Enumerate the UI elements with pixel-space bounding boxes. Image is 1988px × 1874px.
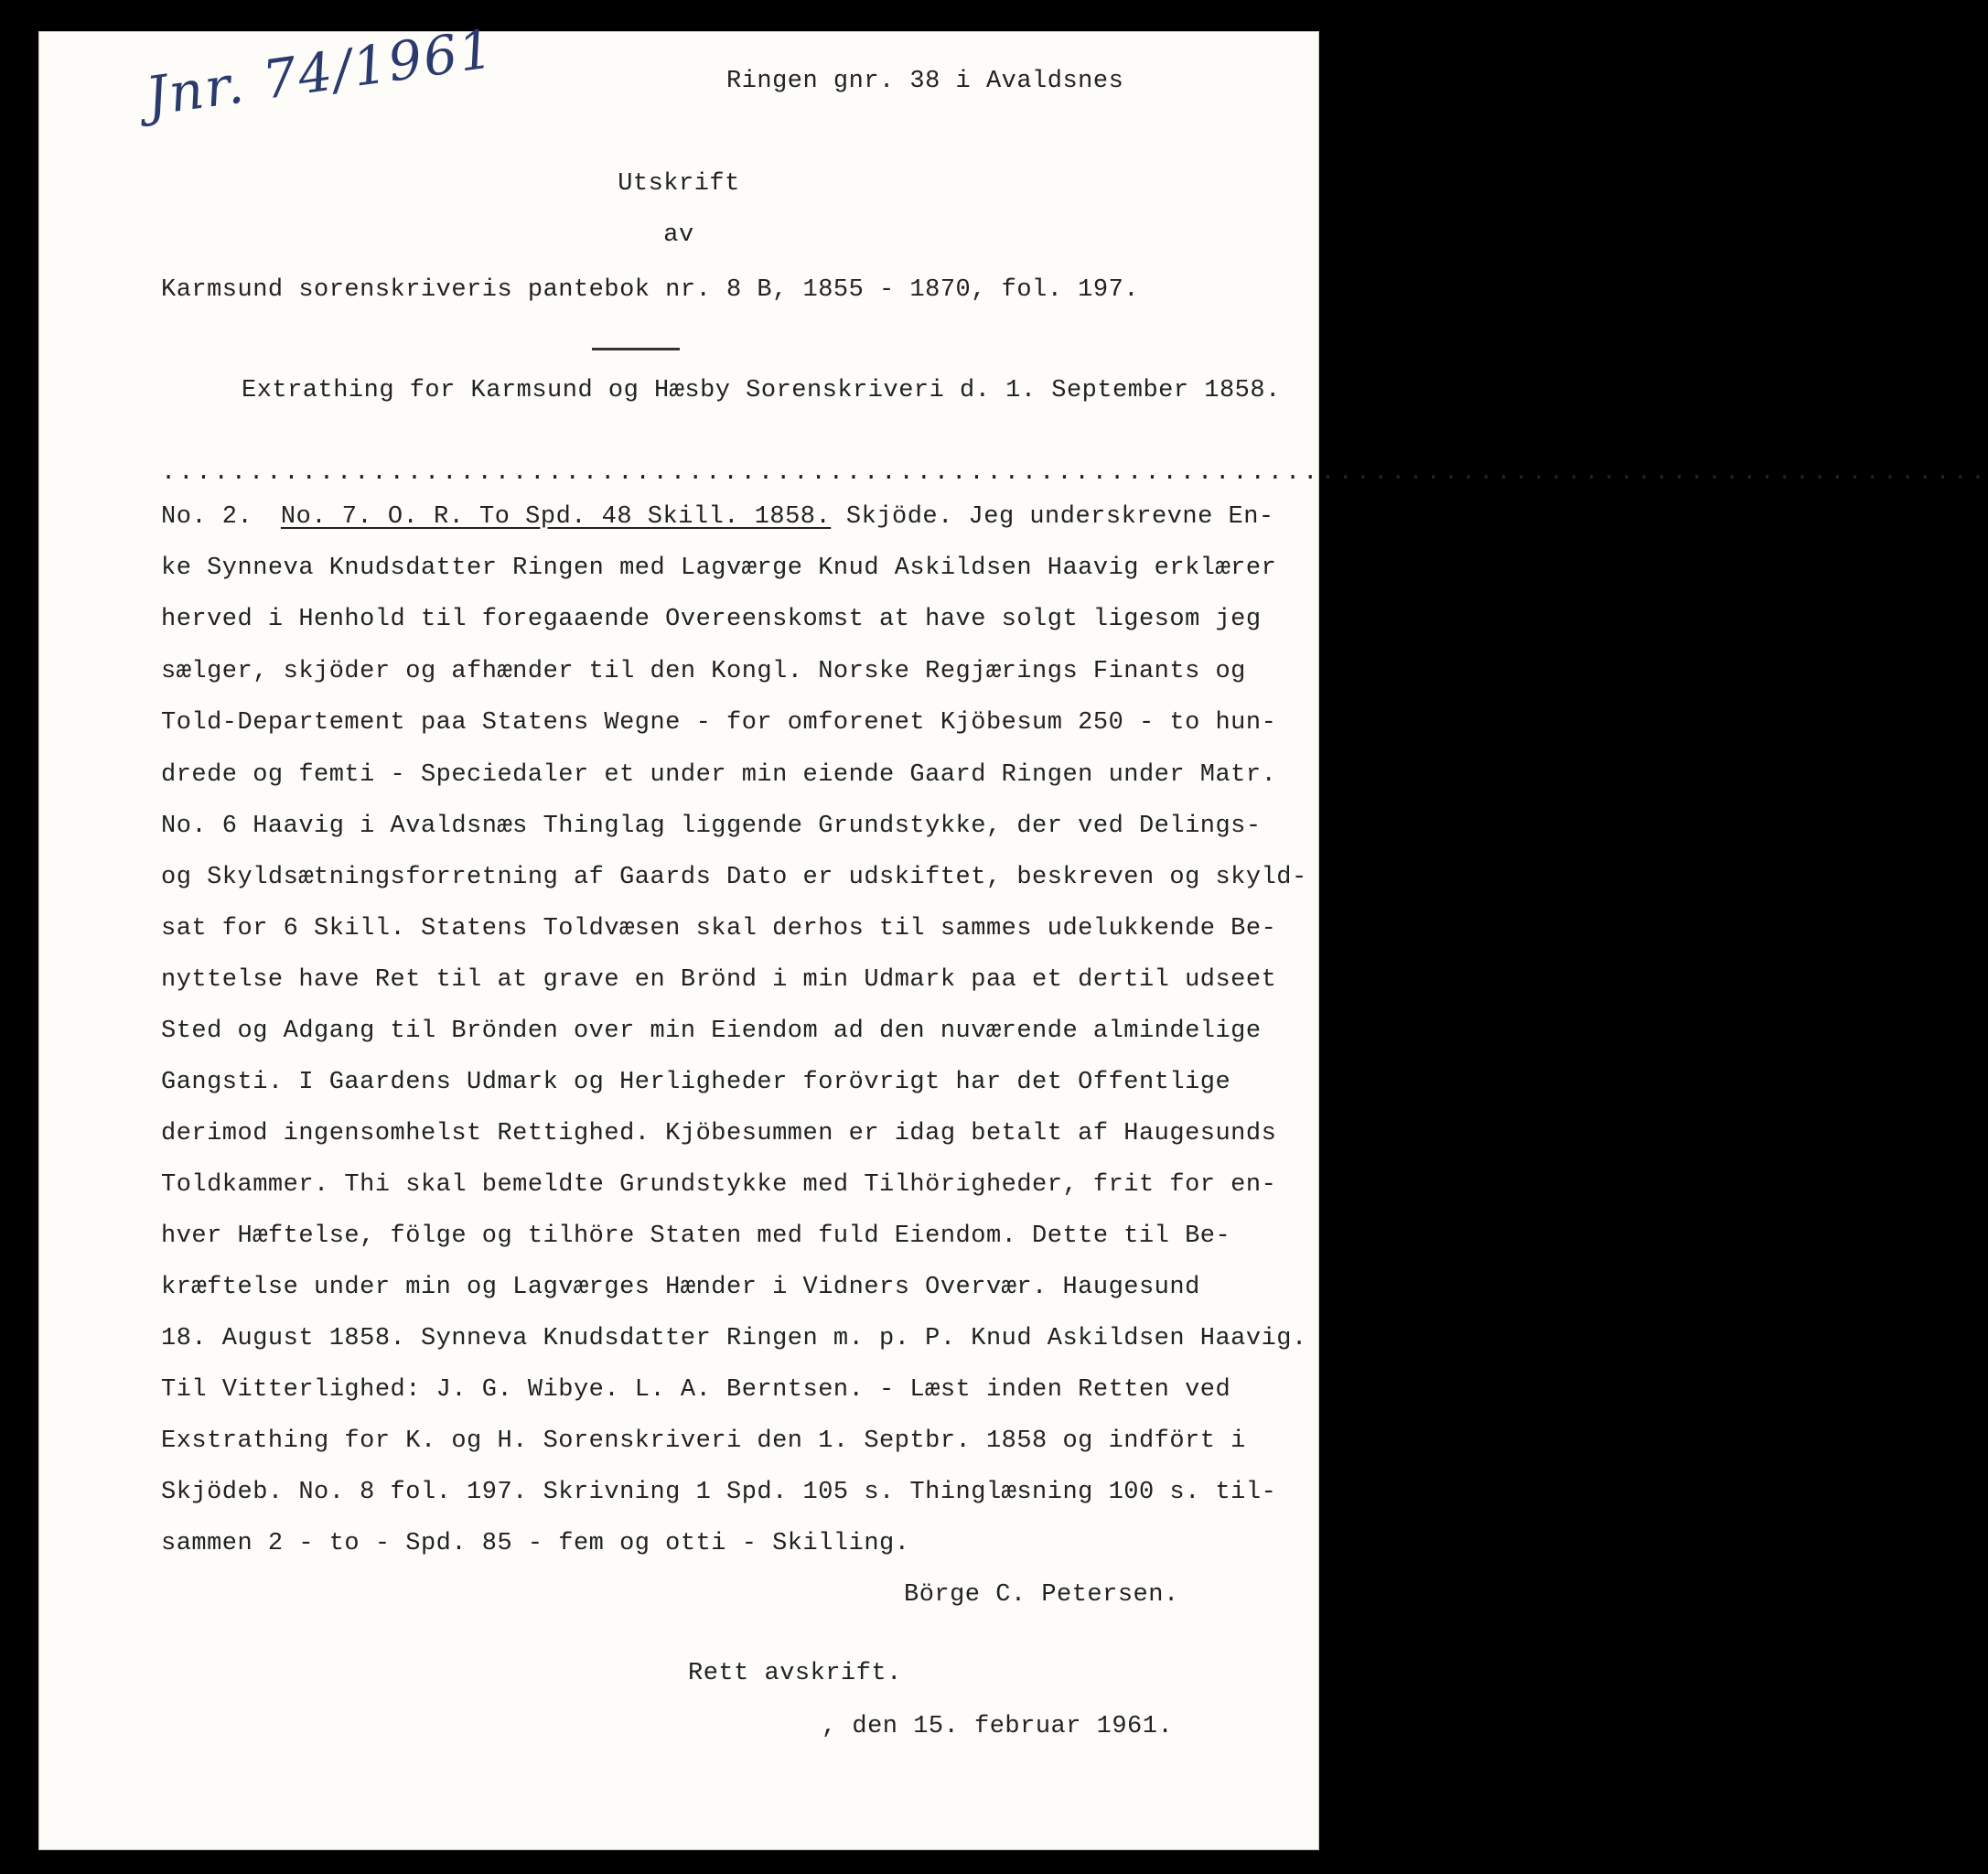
- document-title-sub: av: [663, 221, 694, 249]
- body-first-line: [161, 503, 1274, 531]
- body-line: Skjödeb. No. 8 fol. 197. Skrivning 1 Spd. 105 s. Thinglæsning 100 s. til-: [161, 1479, 1277, 1506]
- certification-date: , den 15. februar 1961.: [822, 1713, 1174, 1740]
- certification-text: Rett avskrift.: [688, 1660, 902, 1687]
- body-line: nyttelse have Ret til at grave en Brönd i min Udmark paa et dertil udseet: [161, 966, 1277, 994]
- source-reference: Karmsund sorenskriveris pantebok nr. 8 B, 1855 - 1870, fol. 197.: [161, 276, 1139, 304]
- body-first-line-text: Skjöde. Jeg underskrevne En-: [845, 503, 1274, 531]
- body-line: 18. August 1858. Synneva Knudsdatter Ringen m. p. P. Knud Askildsen Haavig.: [161, 1325, 1307, 1352]
- body-line: No. 6 Haavig i Avaldsnæs Thinglag liggende Grundstykke, der ved Delings-: [161, 813, 1262, 840]
- body-line: sat for 6 Skill. Statens Toldvæsen skal derhos til sammes udelukkende Be-: [161, 915, 1277, 942]
- body-line: sammen 2 - to - Spd. 85 - fem og otti - Skilling.: [161, 1530, 910, 1557]
- body-line: og Skyldsætningsforretning af Gaards Dato er udskiftet, beskreven og skyld-: [161, 864, 1307, 891]
- body-line: hver Hæftelse, fölge og tilhöre Staten med fuld Eiendom. Dette til Be-: [161, 1222, 1231, 1250]
- body-line: sælger, skjöder og afhænder til den Kongl. Norske Regjærings Finants og: [161, 658, 1246, 685]
- body-line: herved i Henhold til foregaaende Overeenskomst at have solgt ligesom jeg: [161, 606, 1262, 633]
- dotted-separator: ........................................................................................................: [161, 459, 1988, 487]
- signature-name: Börge C. Petersen.: [904, 1581, 1179, 1609]
- document-page: [38, 16, 1988, 1850]
- body-line: Gangsti. I Gaardens Udmark og Herligheder forövrigt har det Offentlige: [161, 1069, 1231, 1096]
- body-line: Toldkammer. Thi skal bemeldte Grundstykke med Tilhörigheder, frit for en-: [161, 1171, 1277, 1199]
- body-line: ke Synneva Knudsdatter Ringen med Lagværge Knud Askildsen Haavig erklærer: [161, 555, 1277, 582]
- body-line: Told-Departement paa Statens Wegne - for omforenet Kjöbesum 250 - to hun-: [161, 709, 1277, 737]
- body-line: Sted og Adgang til Brönden over min Eiendom ad den nuværende almindelige: [161, 1018, 1262, 1045]
- body-line: Exstrathing for K. og H. Sorenskriveri den 1. Septbr. 1858 og indfört i: [161, 1427, 1246, 1455]
- body-line: kræftelse under min og Lagværges Hænder i Vidners Overvær. Haugesund: [161, 1274, 1200, 1301]
- session-heading: Extrathing for Karmsund og Hæsby Sorenskriveri d. 1. September 1858.: [242, 377, 1281, 404]
- document-title: Utskrift: [618, 170, 740, 198]
- header-property-reference: Ringen gnr. 38 i Avaldsnes: [726, 68, 1124, 95]
- entry-number: No. 2.: [161, 503, 253, 531]
- body-line: Til Vitterlighed: J. G. Wibye. L. A. Berntsen. - Læst inden Retten ved: [161, 1376, 1231, 1404]
- fee-notation: No. 7. O. R. To Spd. 48 Skill. 1858.: [280, 503, 832, 531]
- body-line: derimod ingensomhelst Rettighed. Kjöbesummen er idag betalt af Haugesunds: [161, 1120, 1277, 1147]
- handwritten-journal-number: Jnr. 74/1961: [142, 16, 499, 128]
- body-line: drede og femti - Speciedaler et under min eiende Gaard Ringen under Matr.: [161, 761, 1277, 789]
- section-divider: [592, 348, 680, 350]
